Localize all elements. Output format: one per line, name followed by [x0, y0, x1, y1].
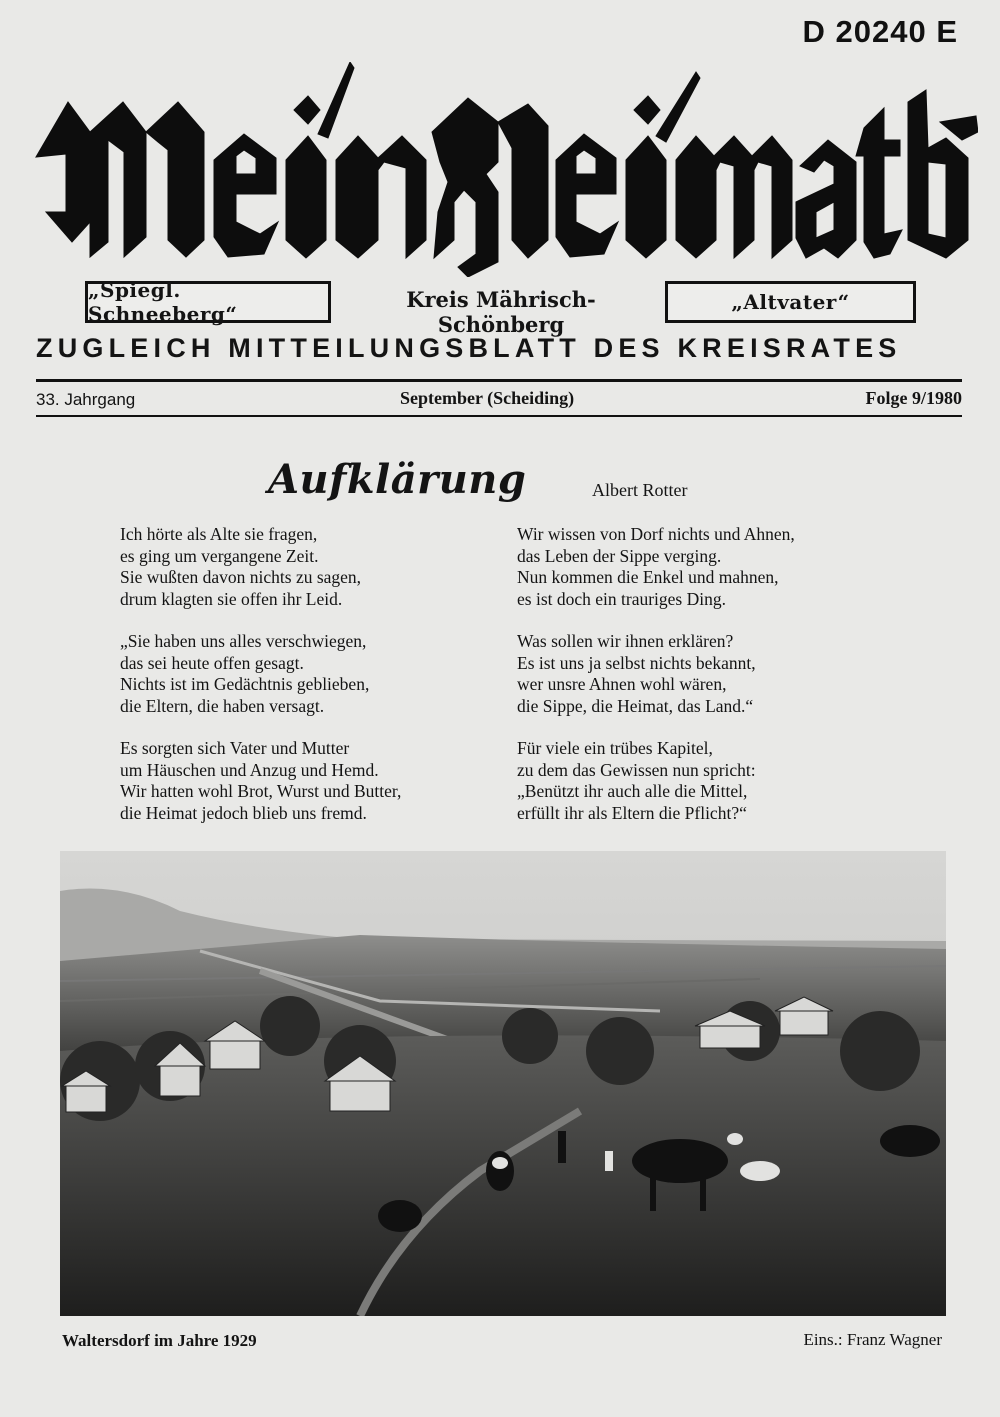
poem-line: Sie wußten davon nichts zu sagen,: [120, 567, 362, 587]
poem-stanza: [120, 524, 510, 610]
poem-line: die Sippe, die Heimat, das Land.“: [517, 695, 754, 716]
poem-line: „Sie haben uns alles verschwiegen,: [120, 631, 367, 651]
poem-line: es ging um vergangene Zeit.: [120, 545, 319, 566]
poem-line: um Häuschen und Anzug und Hemd.: [120, 759, 379, 780]
volume-label: 33. Jahrgang: [36, 390, 136, 409]
masthead-logo: [28, 62, 978, 277]
masthead-blackletter-logo: [28, 62, 978, 277]
poem-line: Wir hatten wohl Brot, Wurst und Butter,: [120, 781, 402, 801]
poem-stanza: [120, 738, 510, 824]
poem-line: Nun kommen die Enkel und mahnen,: [517, 567, 779, 587]
poem-column-right: [517, 524, 907, 845]
district-label: Kreis Mährisch-Schönberg: [406, 287, 596, 337]
issue-code: D 20240 E: [802, 14, 958, 49]
poem-stanza: [517, 738, 907, 824]
poem-line: das Leben der Sippe verging.: [517, 545, 722, 566]
issue-info-bar: [36, 388, 962, 412]
header-rule-top: [36, 379, 962, 382]
tagline: ZUGLEICH MITTEILUNGSBLATT DES KREISRATES: [36, 333, 902, 363]
poem-column-left: [120, 524, 510, 845]
poem-line: „Benützt ihr auch alle die Mittel,: [517, 781, 748, 801]
poem-stanza: [517, 524, 907, 610]
poem-author: Albert Rotter: [592, 480, 688, 500]
photo-caption: Waltersdorf im Jahre 1929: [62, 1331, 257, 1350]
poem-line: Was sollen wir ihnen erklären?: [517, 631, 734, 651]
issue-number: Folge 9/1980: [865, 388, 962, 408]
poem-line: Wir wissen von Dorf nichts und Ahnen,: [517, 524, 795, 544]
poem-line: Ich hörte als Alte sie fragen,: [120, 524, 318, 544]
region-box-schneeberg: „Spiegl. Schneeberg“: [85, 281, 331, 323]
poem-line: wer unsre Ahnen wohl wären,: [517, 674, 727, 694]
village-landscape-image: [60, 851, 946, 1316]
poem-line: Nichts ist im Gedächtnis geblieben,: [120, 674, 370, 694]
subtitle-row: [85, 278, 915, 337]
poem-stanza: [517, 631, 907, 717]
poem-line: die Eltern, die haben versagt.: [120, 695, 325, 716]
poem-line: Es ist uns ja selbst nichts bekannt,: [517, 652, 756, 673]
poem-title: Aufklärung: [268, 456, 527, 503]
village-photo: [60, 851, 946, 1316]
month-label: September (Scheiding): [400, 388, 575, 408]
poem-stanza: [120, 631, 510, 717]
poem-line: Es sorgten sich Vater und Mutter: [120, 738, 350, 758]
poem-line: drum klagten sie offen ihr Leid.: [120, 588, 343, 609]
poem-line: erfüllt ihr als Eltern die Pflicht?“: [517, 802, 747, 823]
poem-line: es ist doch ein trauriges Ding.: [517, 588, 726, 609]
poem-line: zu dem das Gewissen nun spricht:: [517, 759, 756, 780]
region-box-altvater: „Altvater“: [665, 281, 916, 323]
header-rule-bottom: [36, 415, 962, 417]
poem-line: Für viele ein trübes Kapitel,: [517, 738, 713, 758]
poem-line: das sei heute offen gesagt.: [120, 652, 304, 673]
poem-line: die Heimat jedoch blieb uns fremd.: [120, 802, 367, 823]
photo-credit: Eins.: Franz Wagner: [803, 1330, 942, 1349]
